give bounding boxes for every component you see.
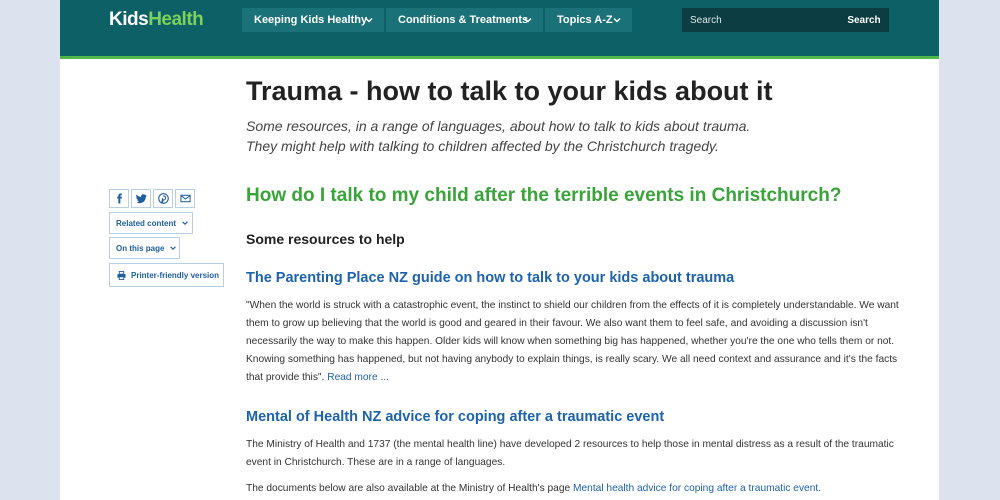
printer-friendly-button[interactable] <box>109 263 224 287</box>
share-facebook-button[interactable] <box>109 189 129 208</box>
printer-friendly-label: Printer-friendly version <box>131 270 220 280</box>
related-content-label: Related content <box>116 218 177 228</box>
twitter-icon <box>136 193 147 204</box>
chevron-down-icon <box>612 15 622 25</box>
read-more-link[interactable]: Read more ... <box>327 372 389 383</box>
share-twitter-button[interactable] <box>131 189 151 208</box>
kidshealth-logo[interactable] <box>109 9 203 31</box>
pinterest-icon <box>158 193 169 204</box>
resource-title-parenting-place[interactable]: The Parenting Place NZ guide on how to talk to your kids about trauma <box>246 270 735 286</box>
search-box <box>682 8 889 32</box>
logo-text-kids: Kids <box>109 9 149 30</box>
resources-heading: Some resources to help <box>246 231 405 247</box>
nav-label: Conditions & Treatments <box>398 14 529 26</box>
nav-label: Keeping Kids Healthy <box>254 14 368 26</box>
search-input[interactable] <box>682 8 839 32</box>
header-accent-bar <box>60 56 939 59</box>
nav-topics-a-z[interactable] <box>545 8 632 32</box>
printer-icon <box>117 271 126 280</box>
chevron-down-icon <box>169 244 177 252</box>
facebook-icon <box>114 193 125 204</box>
resource-title-mental-health-nz[interactable]: Mental of Health NZ advice for coping after a traumatic event <box>246 409 665 425</box>
ministry-page-suffix: . <box>818 483 822 494</box>
share-buttons <box>109 189 195 208</box>
share-pinterest-button[interactable] <box>153 189 173 208</box>
email-icon <box>180 193 191 204</box>
chevron-down-icon <box>523 15 533 25</box>
subtitle-line-1: Some resources, in a range of languages, about how to talk to kids about trauma. <box>246 118 751 134</box>
subtitle-line-2: They might help with talking to children affected by the Christchurch tragedy. <box>246 138 719 154</box>
resource-body-ministry-page <box>246 480 901 498</box>
nav-keeping-kids-healthy[interactable] <box>242 8 384 32</box>
page <box>60 0 939 500</box>
resource-body-parenting-place <box>246 297 901 387</box>
chevron-down-icon <box>181 219 189 227</box>
nav-label: Topics A-Z <box>557 14 613 26</box>
page-title: Trauma - how to talk to your kids about it <box>246 76 773 106</box>
on-this-page-dropdown[interactable] <box>109 237 180 259</box>
page-subtitle <box>246 116 806 156</box>
on-this-page-label: On this page <box>116 243 165 253</box>
chevron-down-icon <box>364 15 374 25</box>
quote-text: "When the world is struck with a catastrophic event, the instinct to shield our children from the effects of it is completely understandable. We want them to grow up believing that the world is good and geared in their favour. We also want them to feel safe, and avoiding a discussion isn't necessarily the way to make this happen. Older kids will know when something big has happened, whether you're the one who tells them or not. Knowing something has happened, but not having anybody to explain things, is really scary. We all need context and assurance and it's the facts that provide this". <box>246 300 899 383</box>
ministry-page-prefix: The documents below are also available at the Ministry of Health's page <box>246 483 573 494</box>
ministry-page-link[interactable]: Mental health advice for coping after a traumatic event <box>573 483 819 494</box>
related-content-dropdown[interactable] <box>109 212 193 234</box>
nav-conditions-treatments[interactable] <box>386 8 543 32</box>
logo-text-health: Health <box>148 9 204 30</box>
resource-body-mental-health-nz: The Ministry of Health and 1737 (the mental health line) have developed 2 resources to help those in mental distress as a result of the traumatic event in Christchurch. These are in a range of languages. <box>246 439 894 468</box>
search-button[interactable]: Search <box>839 8 889 32</box>
share-email-button[interactable] <box>175 189 195 208</box>
site-header <box>60 0 939 56</box>
main-heading: How do I talk to my child after the terrible events in Christchurch? <box>246 185 842 206</box>
